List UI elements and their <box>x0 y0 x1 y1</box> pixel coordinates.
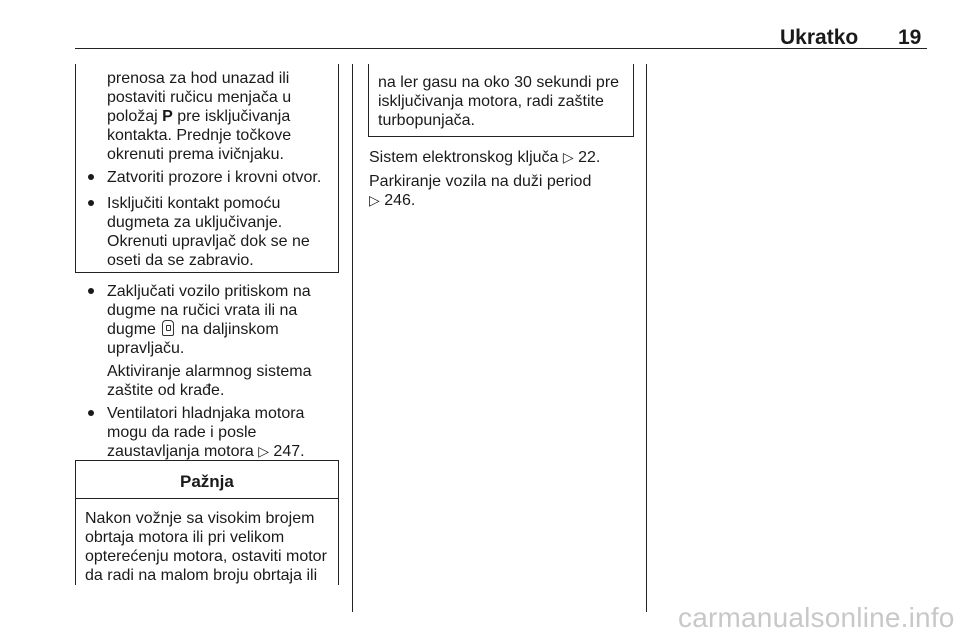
box-text-line: položaj P pre isključivanja <box>107 108 291 125</box>
box-bullet-text: oseti da se zabravio. <box>107 252 254 269</box>
box-text-line: turbopunjača. <box>378 112 475 129</box>
box-text-line: na ler gasu na oko 30 sekundi pre <box>378 74 620 91</box>
column-separator-right <box>646 64 647 612</box>
warning-text-line: Nakon vožnje sa visokim brojem <box>85 510 315 527</box>
reference-arrow-icon: ▷ <box>258 443 269 459</box>
warning-text-line: obrtaja motora ili pri velikom <box>85 529 285 546</box>
page-reference-link[interactable]: 246. <box>384 192 416 209</box>
page-reference-link[interactable]: 247. <box>273 443 305 460</box>
list-item-text: mogu da rade i posle <box>107 424 257 441</box>
header-rule <box>75 48 927 49</box>
list-item-text: Zaključati vozilo pritiskom na <box>107 283 311 300</box>
bullet-icon <box>88 200 94 206</box>
box-bullet-text: dugmeta za uključivanje. <box>107 214 283 231</box>
warning-title: Pažnja <box>180 472 234 491</box>
page-section-title: Ukratko <box>780 26 859 49</box>
warning-text-line: opterećenju motora, ostaviti motor <box>85 548 327 565</box>
bullet-icon <box>88 288 94 294</box>
list-item-text: Ventilatori hladnjaka motora <box>107 405 305 422</box>
list-item-text: upravljaču. <box>107 340 185 357</box>
box-text-line: kontakta. Prednje točkove <box>107 127 292 144</box>
list-item-subtext: Aktiviranje alarmnog sistema <box>107 363 312 380</box>
watermark: carmanualsonline.info <box>678 602 955 633</box>
list-item-text: dugme na ručici vrata ili na <box>107 302 298 319</box>
box-text-line: prenosa za hod unazad ili <box>107 70 290 87</box>
box-bullet-text: Zatvoriti prozore i krovni otvor. <box>107 169 322 186</box>
page-number: 19 <box>898 26 922 49</box>
bullet-icon <box>88 174 94 180</box>
list-item-text: dugme na daljinskom <box>107 321 279 338</box>
list-item-text: zaustavljanja motora ▷ 247. <box>107 443 305 460</box>
page-reference-link[interactable]: 22. <box>578 149 601 166</box>
reference-arrow-icon: ▷ <box>369 192 380 208</box>
remote-key-icon <box>162 320 174 336</box>
warning-text-line: da radi na malom broju obrtaja ili <box>85 567 318 584</box>
box-text-line: okrenuti prema ivičnjaku. <box>107 146 284 163</box>
box-text-line: postaviti ručicu menjača u <box>107 89 292 106</box>
reference-arrow-icon: ▷ <box>562 149 574 165</box>
box-bullet-text: Isključiti kontakt pomoću <box>107 195 281 212</box>
reference-text: Sistem elektronskog ključa ▷ 22. <box>369 149 601 166</box>
column-separator-left <box>352 64 353 612</box>
box-text-line: isključivanja motora, radi zaštite <box>378 93 604 110</box>
box-bullet-text: Okrenuti upravljač dok se ne <box>107 233 310 250</box>
warning-title-rule <box>75 498 339 499</box>
gear-position-p: P <box>162 108 173 125</box>
reference-text: Parkiranje vozila na duži period <box>369 173 592 190</box>
reference-text <box>369 191 415 210</box>
list-item-subtext: zaštite od krađe. <box>107 382 225 399</box>
bullet-icon <box>88 410 94 416</box>
